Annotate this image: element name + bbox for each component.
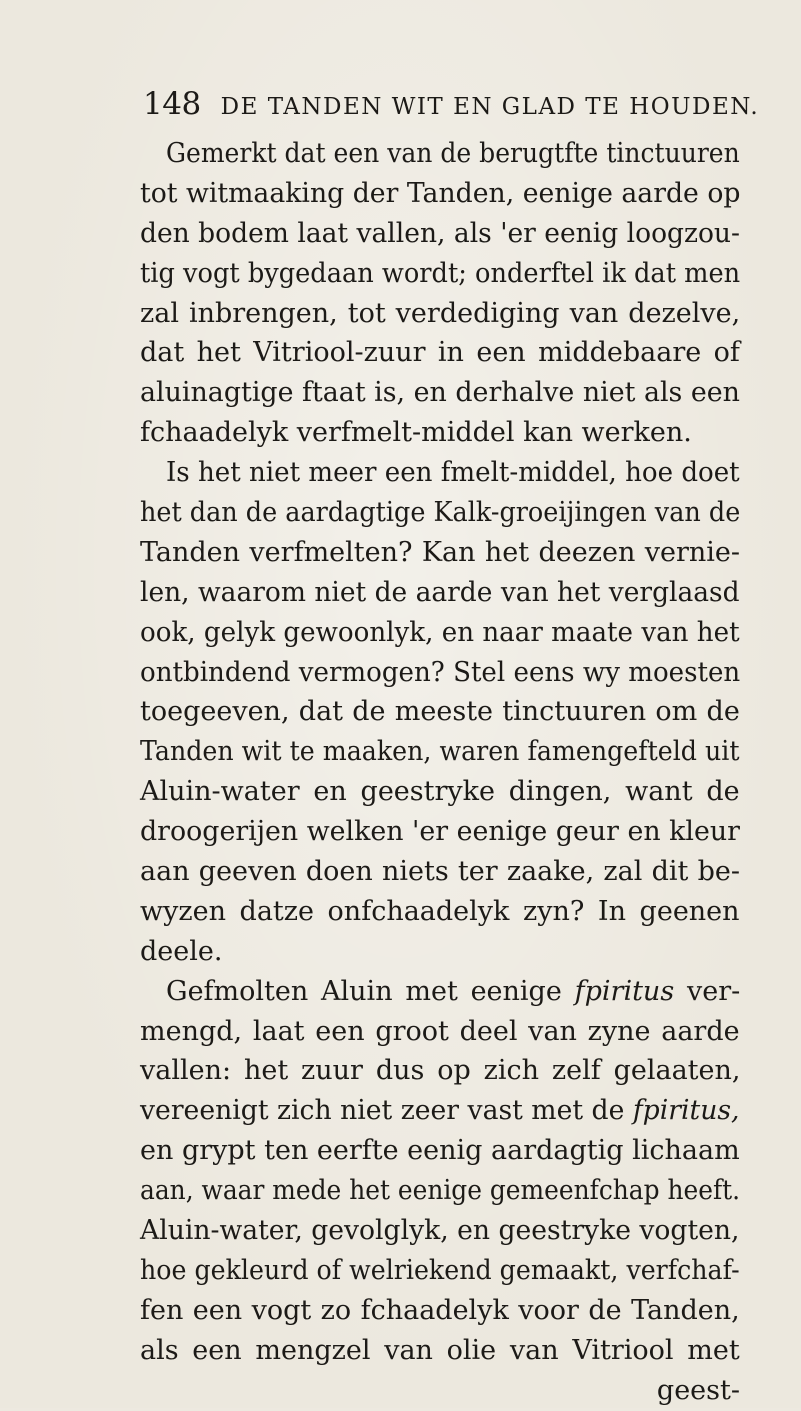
catchword-text: geest- (656, 1374, 740, 1406)
line-text: vereenigt zich niet zeer vast met de fpiritus, (140, 1095, 740, 1127)
line-text: Aluin-water, gevolglyk, en geestryke vogten, (140, 1215, 740, 1247)
line-text: hoe gekleurd of welriekend gemaakt, verfchaf- (140, 1254, 740, 1286)
line-text: Aluin-water en geestryke dingen, want de (140, 776, 740, 808)
text-line (140, 333, 740, 373)
line-text: als een mengzel van olie van Vitriool met (140, 1334, 740, 1366)
line-text: dat het Vitriool-zuur in een middebaare of (140, 337, 740, 369)
text-line (140, 852, 740, 892)
text-line (140, 892, 740, 932)
running-head: DE TANDEN WIT EN GLAD TE HOUDEN. (220, 94, 760, 120)
text-line (140, 1291, 740, 1331)
line-text: zal inbrengen, tot verdediging van dezelve, (140, 297, 741, 329)
text-line (140, 254, 740, 294)
line-text: aan geeven doen niets ter zaake, zal dit be- (140, 856, 740, 888)
line-text: het dan de aardagtige Kalk-groeijingen van de (140, 497, 741, 529)
catchword (140, 1371, 740, 1411)
text-line (140, 1131, 740, 1171)
line-text: aluinagtige ftaat is, en derhalve niet als een (140, 377, 740, 409)
line-text: tot witmaaking der Tanden, eenige aarde op (140, 177, 741, 209)
line-text: ontbindend vermogen? Stel eens wy moesten (140, 656, 741, 688)
text-line (140, 732, 740, 772)
italic-term: fpiritus, (632, 1095, 740, 1127)
text-line (140, 772, 740, 812)
page-number: 148 (143, 86, 201, 122)
line-text: Tanden wit te maaken, waren famengefteld uit (140, 736, 740, 768)
text-line (140, 653, 740, 693)
text-line (140, 613, 740, 653)
line-text: mengd, laat een groot deel van zyne aarde (140, 1015, 740, 1047)
text-line (140, 373, 740, 413)
line-text: Is het niet meer een fmelt-middel, hoe doet (166, 457, 740, 489)
text-line (140, 692, 740, 732)
line-text: tig vogt bygedaan wordt; onderftel ik dat men (140, 257, 741, 289)
text-line (140, 413, 740, 453)
text-line (140, 932, 740, 972)
line-text: vallen: het zuur dus op zich zelf gelaaten, (140, 1055, 741, 1087)
text-line (140, 812, 740, 852)
text-line (140, 174, 740, 214)
text-line (140, 453, 740, 493)
text-line (140, 134, 740, 174)
text-line (140, 493, 740, 533)
text-line (140, 1171, 740, 1211)
italic-term: fpiritus (574, 975, 675, 1007)
line-text: fen een vogt zo fchaadelyk voor de Tanden, (140, 1294, 740, 1326)
text-line (140, 972, 740, 1012)
line-text: Tanden verfmelten? Kan het deezen vernie- (140, 536, 740, 568)
text-line (140, 573, 740, 613)
text-line (140, 1051, 740, 1091)
text-line (140, 214, 740, 254)
line-text: deele. (140, 935, 223, 967)
line-text: Gefmolten Aluin met eenige fpiritus ver- (166, 975, 741, 1007)
text-line (140, 1251, 740, 1291)
line-text: en grypt ten eerfte eenig aardagtig lichaam (140, 1135, 740, 1167)
text-line (140, 1331, 740, 1371)
text-line (140, 1012, 740, 1052)
line-text: toegeeven, dat de meeste tinctuuren om de (140, 696, 740, 728)
text-line (140, 294, 740, 334)
text-line (140, 1211, 740, 1251)
body-text (140, 134, 740, 1411)
line-text: den bodem laat vallen, als 'er eenig loogzou- (140, 217, 740, 249)
line-text: len, waarom niet de aarde van het verglaasd (140, 576, 740, 608)
text-line (140, 1091, 740, 1131)
line-text: aan, waar mede het eenige gemeenfchap heeft. (140, 1175, 741, 1207)
line-text: fchaadelyk verfmelt-middel kan werken. (140, 417, 692, 449)
line-text: droogerijen welken 'er eenige geur en kleur (140, 816, 740, 848)
line-text: wyzen datze onfchaadelyk zyn? In geenen (140, 895, 740, 927)
text-line (140, 533, 740, 573)
page-header (143, 86, 760, 126)
line-text: ook, gelyk gewoonlyk, en naar maate van het (140, 616, 740, 648)
line-text: Gemerkt dat een van de berugtfte tinctuuren (166, 138, 740, 169)
